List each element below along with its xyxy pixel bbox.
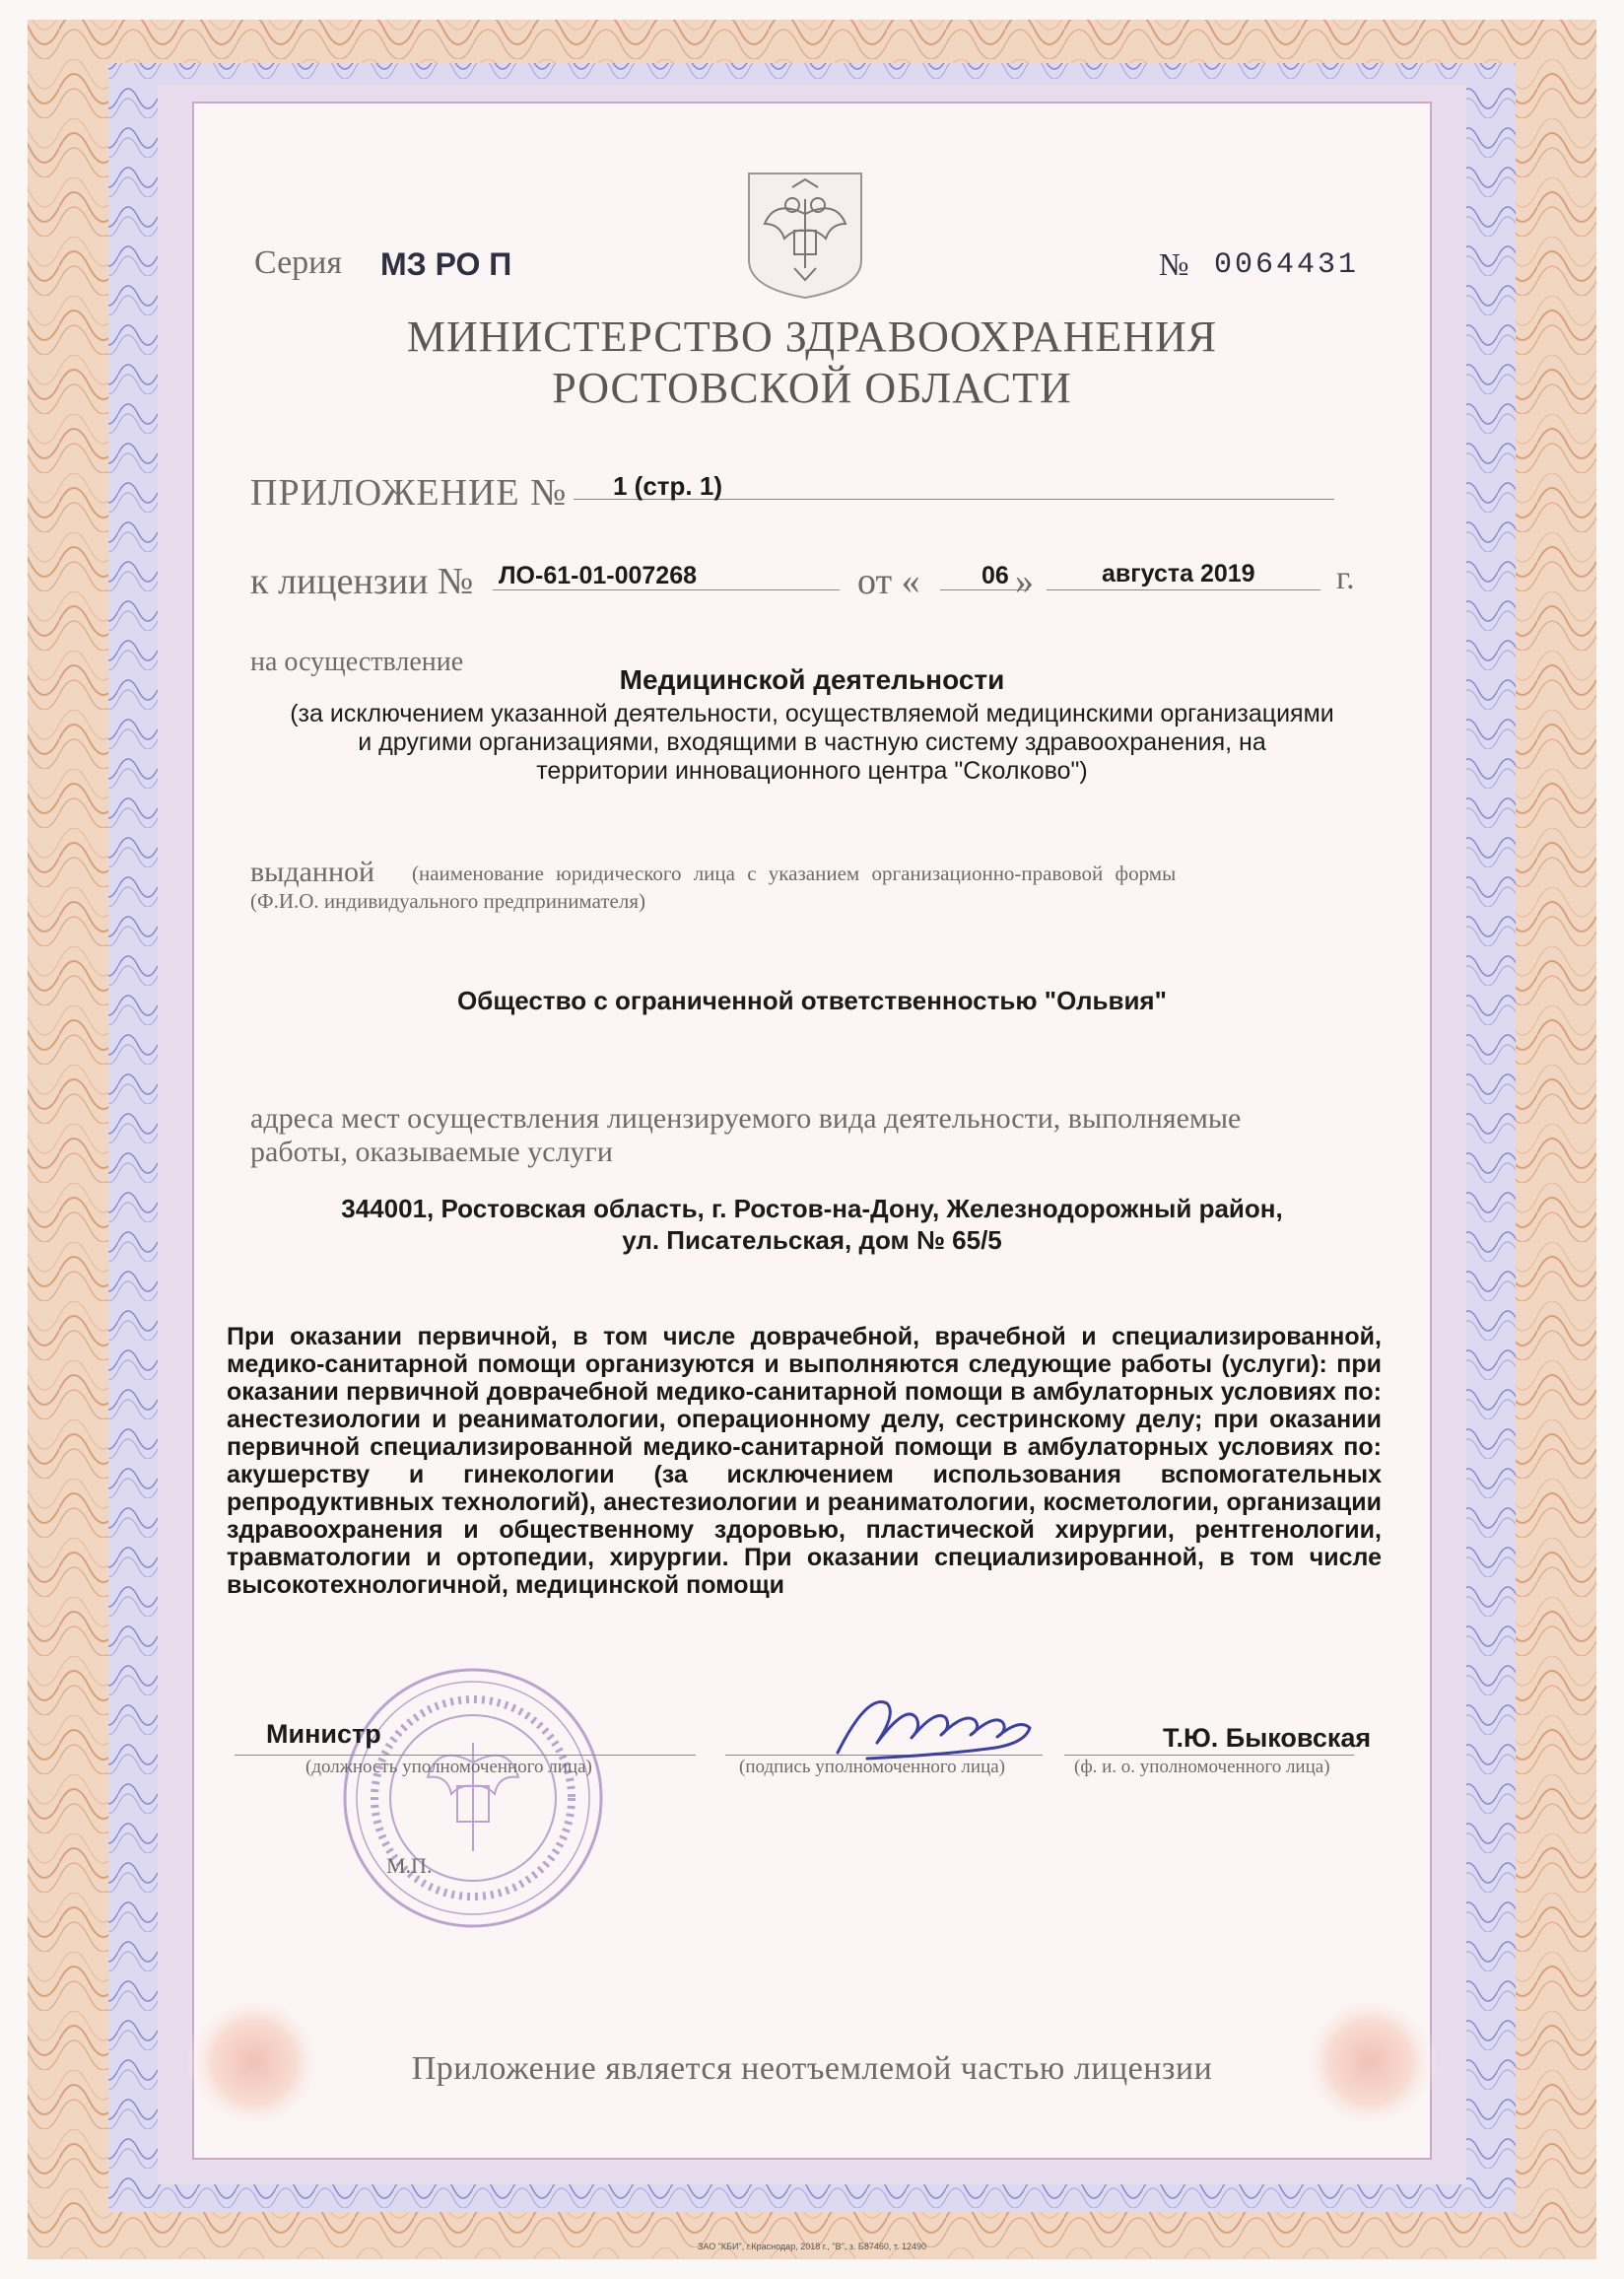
activity-line-1: (за исключением указанной деятельности, осуществляемой медицинскими организациями <box>290 700 1334 727</box>
license-day-close: » <box>1015 561 1034 602</box>
signatory-name: Т.Ю. Быковская <box>1163 1723 1372 1753</box>
signatory-position: Министр <box>266 1719 381 1749</box>
license-year-suffix: г. <box>1336 560 1355 596</box>
license-number: ЛО-61-01-007268 <box>499 562 698 589</box>
license-month-underline <box>1047 589 1320 590</box>
name-hint: (ф. и. о. уполномоченного лица) <box>1074 1757 1330 1777</box>
coat-of-arms-emblem <box>745 170 865 302</box>
number-sign: № <box>1159 246 1189 282</box>
license-prefix: к лицензии № <box>250 561 474 602</box>
seal-place-mark: М.П. <box>386 1853 433 1878</box>
activity-label: на осуществление <box>250 647 464 677</box>
position-underline <box>235 1755 696 1756</box>
ministry-line-1: МИНИСТЕРСТВО ЗДРАВООХРАНЕНИЯ <box>406 312 1218 361</box>
activity-line-2: и другими организациями, входящими в частную систему здравоохранения, на <box>358 728 1266 756</box>
activity-line-3: территории инновационного центра "Сколково") <box>536 757 1088 785</box>
address-line-2: ул. Писательская, дом № 65/5 <box>622 1225 1002 1255</box>
license-day: 06 <box>981 562 1009 589</box>
activity-title: Медицинской деятельности <box>619 664 1005 695</box>
address-value <box>193 1193 1431 1256</box>
address-label <box>250 1102 1354 1169</box>
signature-hint: (подпись уполномоченного лица) <box>739 1757 1006 1777</box>
ministry-title <box>193 311 1431 414</box>
issued-label: выданной <box>250 856 375 888</box>
organization-name: Общество с ограниченной ответственностью "Ольвия" <box>457 986 1167 1015</box>
footer-note: Приложение является неотъемлемой частью лицензии <box>411 2050 1213 2087</box>
services-paragraph: При оказании первичной, в том числе доврачебной, врачебной и специализированной, медико-санитарной помощи организуются и выполняются следующие работы (услуги): при оказании первичной доврачебной медико-санитарной помощи в амбулаторных условиях по: анестезиологии и реаниматологии, операционному делу, сестринскому делу; при оказании первичной специализированной медико-санитарной помощи в амбулаторных условиях по: акушерству и гинекологии (за исключением использования вспомогательных репродуктивных технологий), анестезиологии и реаниматологии, косметологии, организации здравоохранения и общественному здоровью, пластической хирургии, рентгенологии, травматологии и ортопедии, хирургии. При оказании специализированной, в том числе высокотехнологичной, медицинской помощи <box>227 1323 1382 1599</box>
license-month-year: августа 2019 <box>1102 560 1255 587</box>
issued-hint-1: (наименование юридического лица с указанием организационно-правовой формы <box>412 862 1177 885</box>
appendix-label: ПРИЛОЖЕНИЕ № <box>250 472 568 514</box>
address-label-line-2: работы, оказываемые услуги <box>250 1136 613 1168</box>
issued-hint-2: (Ф.И.О. индивидуального предпринимателя) <box>250 889 645 913</box>
form-number: 0064431 <box>1214 248 1360 282</box>
appendix-value: 1 (стр. 1) <box>613 471 722 501</box>
name-underline <box>1064 1755 1354 1756</box>
activity-description <box>193 700 1431 786</box>
address-label-line-1: адреса мест осуществления лицензируемого вида деятельности, выполняемые <box>250 1102 1242 1135</box>
round-seal-stamp <box>339 1664 607 1932</box>
license-from-label: от « <box>857 561 920 602</box>
series-value: МЗ РО П <box>380 246 512 282</box>
ministry-line-2: РОСТОВСКОЙ ОБЛАСТИ <box>552 364 1072 412</box>
series-label: Серия <box>254 244 343 281</box>
position-hint: (должность уполномоченного лица) <box>305 1757 592 1777</box>
printer-imprint: ЗАО "КБИ", г.Краснодар, 2018 г., "В", з. Б87460, т. 12490 <box>697 2242 927 2251</box>
address-line-1: 344001, Ростовская область, г. Ростов-на-Дону, Железнодорожный район, <box>341 1194 1283 1223</box>
